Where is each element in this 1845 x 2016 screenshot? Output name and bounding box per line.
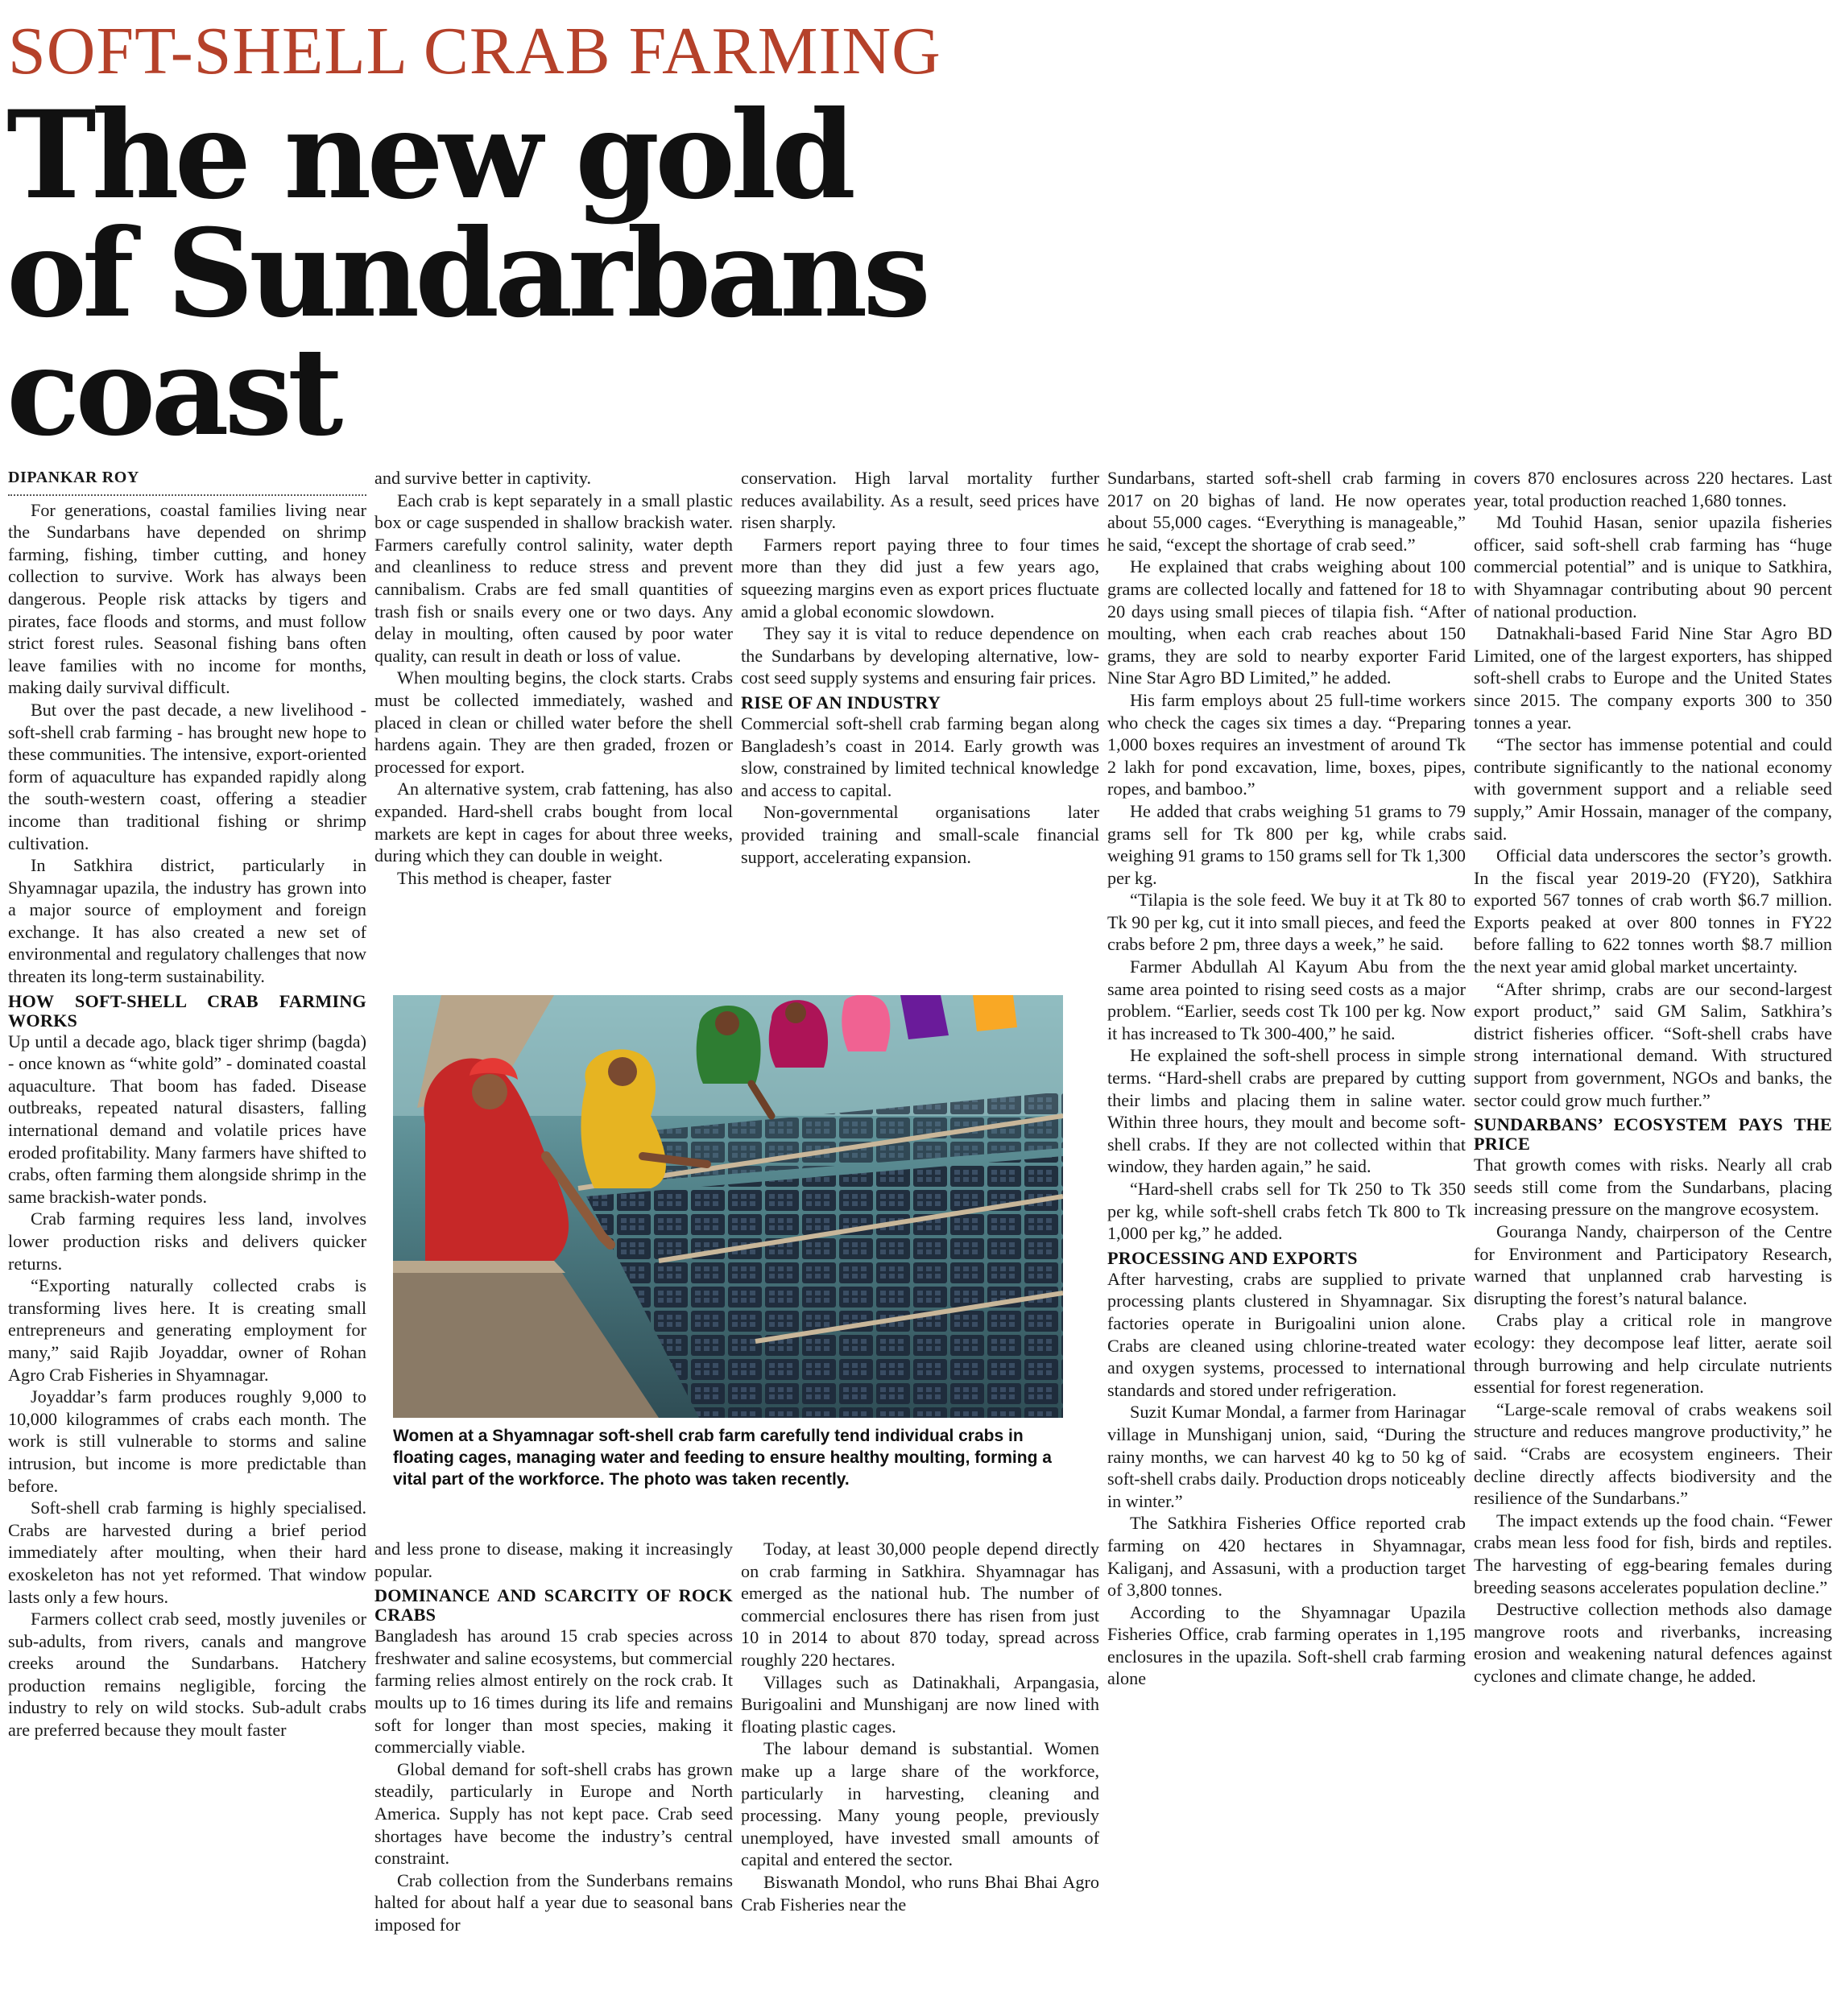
body-paragraph: “After shrimp, crabs are our second-largest export product,” said GM Salim, Satkhira’s district fisheries officer. “Soft-shell crabs have strong international demand. With structured support from government, NGOs and banks, the sector could grow much further.” — [1474, 978, 1832, 1110]
headline — [6, 85, 973, 463]
body-paragraph: They say it is vital to reduce dependence on the Sundarbans by developing alternative, low-cost seed supply systems and ensuring fair prices. — [741, 623, 1099, 688]
body-paragraph: “Exporting naturally collected crabs is transforming lives here. It is creating small entrepreneurs and generating employment for many,” said Rajib Joyaddar, owner of Rohan Agro Crab Fisheries in Shyamnagar. — [8, 1275, 366, 1385]
body-paragraph: Commercial soft-shell crab farming began along Bangladesh’s coast in 2014. Early growth was slow, constrained by limited technical knowledge and access to capital. — [741, 713, 1099, 800]
body-paragraph: Crab farming requires less land, involves lower production risks and delivers quicker returns. — [8, 1208, 366, 1274]
body-paragraph: Soft-shell crab farming is highly specialised. Crabs are harvested during a brief period immediately after moulting, when their hard exoskeleton has not yet reformed. That window lasts only a few hours. — [8, 1498, 366, 1607]
body-paragraph: In Satkhira district, particularly in Shyamnagar upazila, the industry has grown into a major source of employment and foreign exchange. It has also created a new set of environmental and regulatory challenges that now threaten its long-term sustainability. — [8, 855, 366, 987]
body-paragraph: Farmer Abdullah Al Kayum Abu from the same area pointed to rising seed costs as a major problem. “Earlier, seeds cost Tk 100 per kg. Now it has increased to Tk 300-400,” he said. — [1107, 956, 1466, 1043]
body-paragraph: and survive better in captivity. — [374, 468, 592, 488]
section-subhead: DOMINANCE AND SCARCITY OF ROCK CRABS — [374, 1585, 733, 1626]
body-paragraph: That growth comes with risks. Nearly all crab seeds still come from the Sundarbans, placing increasing pressure on the mangrove ecosystem. — [1474, 1155, 1832, 1220]
body-paragraph: Sundarbans, started soft-shell crab farming in 2017 on 20 bighas of land. He now operates about 55,000 cages. “Everything is manageable,” he said, “except the shortage of crab seed.” — [1107, 468, 1466, 555]
article-column-4 — [1107, 467, 1466, 2005]
section-subhead: RISE OF AN INDUSTRY — [741, 692, 941, 713]
body-paragraph: Biswanath Mondol, who runs Bhai Bhai Agro Crab Fisheries near the — [741, 1871, 1099, 1915]
body-paragraph: Official data underscores the sector’s growth. In the fiscal year 2019-20 (FY20), Satkhira exported 567 tonnes of crab worth $6.7 million. Exports peaked at over 800 tonnes in FY22 before falling to 622 tonnes worth $8.7 million the next year amid global market uncertainty. — [1474, 845, 1832, 977]
body-paragraph: Each crab is kept separately in a small plastic box or cage suspended in shallow brackish water. Farmers carefully control salinity, water depth and cleanliness to reduce stress and prevent cannibalism. Crabs are fed small quantities of trash fish or snails every one or two days. Any delay in moulting, often caused by poor water quality, can result in death or loss of value. — [374, 490, 733, 666]
column-text — [8, 499, 366, 1741]
body-paragraph: covers 870 enclosures across 220 hectares. Last year, total production reached 1,680 tonnes. — [1474, 468, 1832, 510]
headline-line: The new gold — [6, 85, 851, 226]
article-column-2 — [374, 467, 733, 973]
column-text — [374, 1538, 733, 1936]
byline: DIPANKAR ROY — [8, 467, 366, 496]
body-paragraph: Up until a decade ago, black tiger shrimp (bagda) - once known as “white gold” - dominated coastal aquaculture. That boom has faded. Disease outbreaks, repeated natural disasters, falling international demand and volatile prices have eroded profitability. Many farmers have shifted to crabs, often farming them alongside shrimp in the same brackish-water ponds. — [8, 1031, 366, 1207]
body-paragraph: Farmers report paying three to four times more than they did just a few years ago, squeezing margins even as export prices fluctuate amid a global economic slowdown. — [741, 534, 1099, 622]
body-paragraph: When moulting begins, the clock starts. Crabs must be collected immediately, washed and placed in clean or chilled water before the shell hardens again. They are then graded, frozen or processed for export. — [374, 667, 733, 777]
body-paragraph: Farmers collect crab seed, mostly juveniles or sub-adults, from rivers, canals and mangrove creeks around the Sundarbans. Hatchery production remains negligible, forcing the industry to rely on wild stocks. Sub-adult crabs are preferred because they moult faster — [8, 1609, 366, 1741]
body-paragraph: Joyaddar’s farm produces roughly 9,000 to 10,000 kilogrammes of crabs each month. The work is still vulnerable to storms and saline intrusion, but income is more predictable than before. — [8, 1386, 366, 1496]
body-paragraph: This method is cheaper, faster — [397, 867, 611, 888]
body-paragraph: “Hard-shell crabs sell for Tk 250 to Tk 350 per kg, while soft-shell crabs fetch Tk 800 to Tk 1,000 per kg,” he added. — [1107, 1179, 1466, 1244]
body-paragraph: His farm employs about 25 full-time workers who check the cages six times a day. “Preparing 1,000 boxes requires an investment of around Tk 2 lakh for pond excavation, lime, boxes, pipes, ropes, and bamboo.” — [1107, 689, 1466, 799]
column-text — [1474, 467, 1832, 1687]
body-paragraph: “Large-scale removal of crabs weakens soil structure and reduces mangrove productivity,” he said. “Crabs are ecosystem engineers. Their decline directly affects biodiversity and the resilience of the Sundarbans.” — [1474, 1398, 1832, 1509]
body-paragraph: conservation. High larval mortality further reduces availability. As a result, seed prices have risen sharply. — [741, 468, 1099, 533]
body-paragraph: Crab collection from the Sunderbans remains halted for about half a year due to seasonal bans imposed for — [374, 1869, 733, 1935]
section-kicker: SOFT-SHELL CRAB FARMING — [8, 14, 941, 89]
body-paragraph: The Satkhira Fisheries Office reported crab farming on 420 hectares in Shyamnagar, Kaliganj, and Assasuni, with a production target of 3,800 tonnes. — [1107, 1513, 1466, 1601]
headline-line: of Sundarbans — [6, 203, 926, 345]
body-paragraph: The labour demand is substantial. Women make up a large share of the workforce, particularly in harvesting, cleaning and processing. Many young people, previously unemployed, have invested small amounts of capital and entered the sector. — [741, 1738, 1099, 1870]
section-subhead: PROCESSING AND EXPORTS — [1107, 1247, 1358, 1268]
column-text — [741, 467, 1099, 868]
body-paragraph: He explained the soft-shell process in simple terms. “Hard-shell crabs are prepared by cutting their limbs and placing them in saline water. Within three hours, they moult and become soft-shell crabs. If they are not collected within that window, they harden again,” he said. — [1107, 1045, 1466, 1177]
crab-farm-photo — [393, 995, 1063, 1418]
column-text — [374, 467, 733, 889]
body-paragraph: Gouranga Nandy, chairperson of the Centre for Environment and Participatory Research, warned that unplanned crab harvesting is disrupting the forest’s natural balance. — [1474, 1221, 1832, 1308]
article-column-1 — [8, 467, 366, 2005]
body-paragraph: An alternative system, crab fattening, has also expanded. Hard-shell crabs bought from local markets are kept in cages for about three weeks, during which they can double in weight. — [374, 779, 733, 866]
headline-line: coast — [6, 321, 339, 463]
body-paragraph: Md Touhid Hasan, senior upazila fisheries officer, said soft-shell crab farming has “huge commercial potential” and is unique to Satkhira, with Shyamnagar contributing about 90 percent of national production. — [1474, 512, 1832, 622]
body-paragraph: “Tilapia is the sole feed. We buy it at Tk 80 to Tk 90 per kg, cut it into small pieces, and feed the crabs before 2 pm, three days a week,” he said. — [1107, 890, 1466, 955]
body-paragraph: Destructive collection methods also damage mangrove roots and riverbanks, increasing erosion and weakening natural defences against cyclones and climate change, he added. — [1474, 1599, 1832, 1686]
body-paragraph: The impact extends up the food chain. “Fewer crabs mean less food for fish, birds and reptiles. The harvesting of egg-bearing females during breeding seasons accelerates population decline.” — [1474, 1510, 1832, 1597]
body-paragraph: But over the past decade, a new livelihood - soft-shell crab farming - has brought new hope to these communities. The intensive, export-oriented form of aquaculture has expanded rapidly along the south-western coast, offering a steadier income than traditional fishing or shrimp cultivation. — [8, 699, 366, 853]
section-subhead: SUNDARBANS’ ECOSYSTEM PAYS THE PRICE — [1474, 1114, 1832, 1155]
photo-caption: Women at a Shyamnagar soft-shell crab farm carefully tend individual crabs in floating cages, managing water and feeding to ensure healthy moulting, forming a vital part of the workforce. The photo was taken recently. — [393, 1427, 1052, 1489]
column-text — [741, 1538, 1099, 1915]
article-column-3-lower — [741, 1538, 1099, 2005]
body-paragraph: Bangladesh has around 15 crab species across freshwater and saline ecosystems, but commercial farming relies almost entirely on the rock crab. It moults up to 16 times during its life and remains soft for longer than most species, making it commercially viable. — [374, 1626, 733, 1758]
body-paragraph: He added that crabs weighing 51 grams to 79 grams sell for Tk 800 per kg, while crabs weighing 91 grams to 150 grams sell for Tk 1,300 per kg. — [1107, 800, 1466, 888]
body-paragraph: He explained that crabs weighing about 100 grams are collected locally and fattened for 18 to 20 days using small pieces of tilapia fish. “After moulting, when each crab reaches about 150 grams, they are sold to nearby exporter Farid Nine Star Agro BD Limited,” he added. — [1107, 556, 1466, 688]
article-column-3 — [741, 467, 1099, 973]
body-paragraph: “The sector has immense potential and could contribute significantly to the national economy with government support and a reliable seed supply,” Amir Hossain, manager of the company, said. — [1474, 734, 1832, 844]
body-paragraph: Datnakhali-based Farid Nine Star Agro BD Limited, one of the largest exporters, has shipped soft-shell crabs to Europe and the United States since 2015. The company exports 300 to 350 tonnes a year. — [1474, 623, 1832, 733]
body-paragraph: Today, at least 30,000 people depend directly on crab farming in Satkhira. Shyamnagar has emerged as the national hub. The number of commercial enclosures there has risen from just 10 in 2014 to about 870 today, spread across roughly 220 hectares. — [741, 1539, 1099, 1670]
column-text — [1107, 467, 1466, 1690]
body-paragraph: Crabs play a critical role in mangrove ecology: they decompose leaf litter, aerate soil through burrowing and help circulate nutrients essential for forest regeneration. — [1474, 1310, 1832, 1398]
photo-illustration — [393, 995, 1063, 1418]
body-paragraph: and less prone to disease, making it increasingly popular. — [374, 1539, 733, 1581]
article-column-5 — [1474, 467, 1832, 2005]
body-paragraph: Villages such as Datinakhali, Arpangasia, Burigoalini and Munshiganj are now lined with floating plastic cages. — [741, 1671, 1099, 1737]
body-paragraph: For generations, coastal families living near the Sundarbans have depended on shrimp farming, fishing, timber cutting, and honey collection to survive. Work has always been dangerous. People risk attacks by tigers and pirates, face floods and storms, and must follow strict forest rules. Seasonal fishing bans often leave families with no income for months, making daily survival difficult. — [8, 499, 366, 698]
body-paragraph: Global demand for soft-shell crabs has grown steadily, particularly in Europe and North America. Supply has not kept pace. Crab seed shortages have become the industry’s central constraint. — [374, 1758, 733, 1869]
section-subhead: HOW SOFT-SHELL CRAB FARMING WORKS — [8, 990, 366, 1031]
article-column-2-lower — [374, 1538, 733, 2005]
body-paragraph: Non-governmental organisations later provided training and small-scale financial support, accelerating expansion. — [741, 802, 1099, 867]
body-paragraph: After harvesting, crabs are supplied to private processing plants clustered in Shyamnagar. Six factories operate in Burigoalini union alone. Crabs are cleaned using chlorine-treated water and oxygen systems, processed to international standards and stored under refrigeration. — [1107, 1268, 1466, 1400]
body-paragraph: According to the Shyamnagar Upazila Fisheries Office, crab farming operates in 1,195 enclosures in the upazila. Soft-shell crab farming alone — [1107, 1601, 1466, 1689]
body-paragraph: Suzit Kumar Mondal, a farmer from Harinagar village in Munshiganj union, said, “During the rainy months, we can harvest 40 kg to 50 kg of soft-shell crabs daily. Production drops noticeably in winter.” — [1107, 1402, 1466, 1511]
